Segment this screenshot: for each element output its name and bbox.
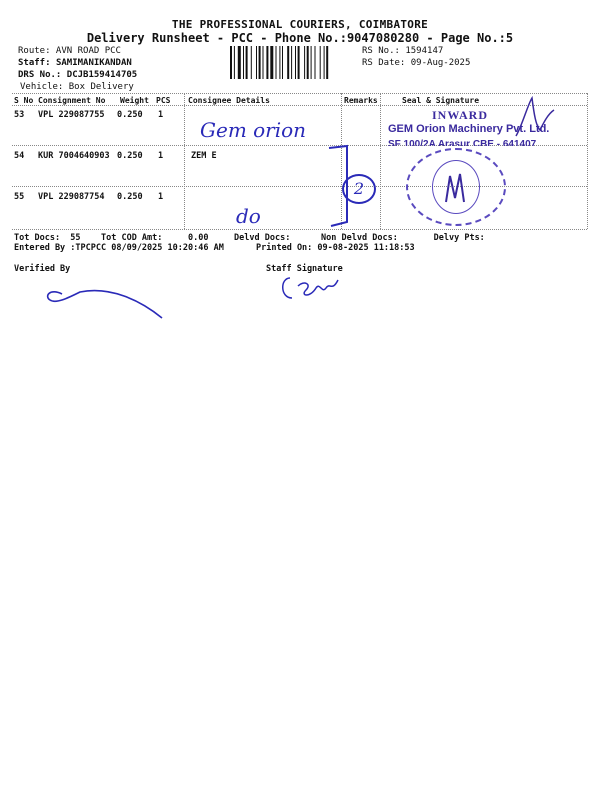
- drs-label: DRS No.:: [18, 70, 62, 80]
- runsheet-subtitle: Delivery Runsheet - PCC - Phone No.:9047080280 - Page No.:5: [86, 31, 514, 45]
- barcode-icon: [230, 46, 358, 79]
- row-weight: 0.250: [117, 151, 143, 161]
- col-header-consignee: Consignee Details: [188, 96, 270, 105]
- column-divider: [184, 93, 185, 229]
- row-weight: 0.250: [117, 192, 143, 202]
- verifier-signature: [40, 278, 170, 322]
- col-header-pcs: PCS: [156, 96, 171, 105]
- staff-label: Staff:: [18, 58, 51, 68]
- company-title: THE PROFESSIONAL COURIERS, COIMBATORE: [171, 18, 429, 31]
- row-consignee: ZEM E: [191, 151, 217, 161]
- printed-on: Printed On: 09-08-2025 11:18:53: [256, 243, 415, 253]
- row-pcs: 1: [158, 192, 164, 202]
- route-label: Route: AVN ROAD PCC: [18, 46, 121, 56]
- drs-value: DCJB159414705: [66, 70, 138, 80]
- staff-signature-label: Staff Signature: [266, 264, 343, 274]
- handwritten-ditto: do: [236, 204, 261, 228]
- row-consignment: VPL 229087754: [38, 192, 105, 202]
- stamp-company: GEM Orion Machinery Pvt. Ltd.: [388, 123, 550, 135]
- row-consignment: VPL 229087755: [38, 110, 105, 120]
- row-consignment: KUR 7004640903: [38, 151, 110, 161]
- entered-by: Entered By :TPCPCC 08/09/2025 10:20:46 AM: [14, 243, 224, 253]
- staff-value: SAMIMANIKANDAN: [55, 58, 132, 68]
- row-sno: 55: [14, 192, 25, 202]
- rs-date: RS Date: 09-Aug-2025: [362, 58, 471, 68]
- totals-line: Tot Docs: 55 Tot COD Amt: 0.00 Delvd Docs: Non Delvd Docs: Delvy Pts:: [14, 233, 485, 243]
- stamp-address: SF 100/2A Arasur CBE - 641407: [388, 139, 537, 146]
- col-header-remarks: Remarks: [344, 96, 378, 105]
- table-top-rule: [12, 93, 587, 94]
- row-weight: 0.250: [117, 110, 143, 120]
- vehicle-label: Vehicle: Box Delivery: [20, 82, 134, 92]
- drs-line: [18, 69, 137, 81]
- row-pcs: 1: [158, 151, 164, 161]
- column-divider: [587, 93, 588, 229]
- inward-stamp: INWARD: [432, 108, 489, 122]
- rs-number: RS No.: 1594147: [362, 46, 444, 56]
- row-sno: 53: [14, 110, 25, 120]
- handwritten-gem-orion: Gem orion: [200, 118, 307, 142]
- staff-signature: [276, 272, 346, 304]
- stamp-signature-scribble: [512, 96, 557, 146]
- row-pcs: 1: [158, 110, 164, 120]
- row-sno: 54: [14, 151, 25, 161]
- table-bottom-rule: [12, 229, 587, 230]
- circled-number: 2: [342, 174, 376, 204]
- col-header-seal: Seal & Signature: [402, 96, 480, 105]
- col-header-consignment: Consignment No: [38, 96, 106, 105]
- col-header-sno: S No: [14, 96, 34, 105]
- col-header-weight: Weight: [120, 96, 149, 105]
- staff-line: [18, 57, 132, 69]
- seal-emblem-icon: [440, 168, 470, 208]
- verified-by-label: Verified By: [14, 264, 71, 274]
- table-header-rule: [12, 105, 587, 106]
